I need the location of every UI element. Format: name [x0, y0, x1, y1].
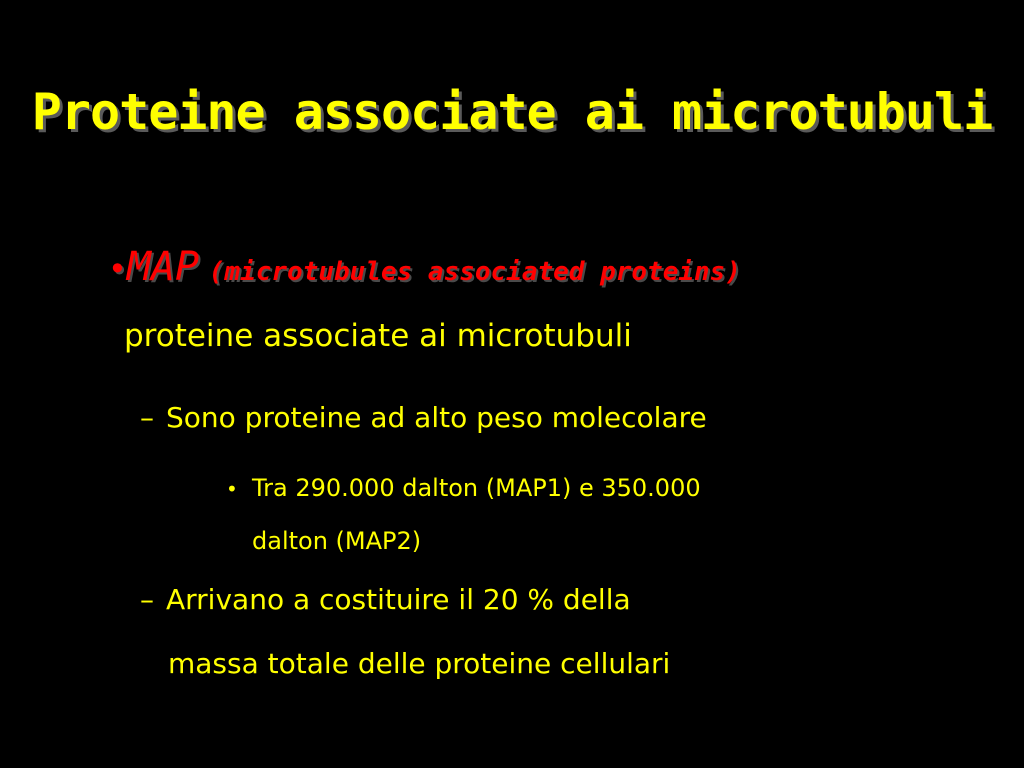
dash-marker: –: [140, 401, 154, 434]
subpoint-text-line1: Tra 290.000 dalton (MAP1) e 350.000: [252, 474, 701, 502]
map-full-name: (microtubules associated proteins): [208, 257, 741, 287]
dash-marker: –: [140, 583, 154, 616]
point-text: Sono proteine ad alto peso molecolare: [166, 401, 707, 434]
subpoint-text-line2: dalton (MAP2): [252, 527, 422, 555]
point-molecular-weight: [140, 386, 707, 450]
subpoint-dalton: [226, 462, 701, 567]
point-protein-mass: [140, 568, 670, 696]
map-abbreviation: MAP: [126, 244, 200, 290]
point-text-line1: Arrivano a costituire il 20 % della: [166, 583, 631, 616]
bullet-marker: •: [108, 250, 127, 288]
map-heading: [108, 244, 741, 290]
bullet-marker: •: [226, 477, 238, 501]
map-translation: proteine associate ai microtubuli: [124, 318, 632, 354]
point-text-line2: massa totale delle proteine cellulari: [168, 647, 671, 680]
slide-title: Proteine associate ai microtubuli: [31, 83, 993, 141]
